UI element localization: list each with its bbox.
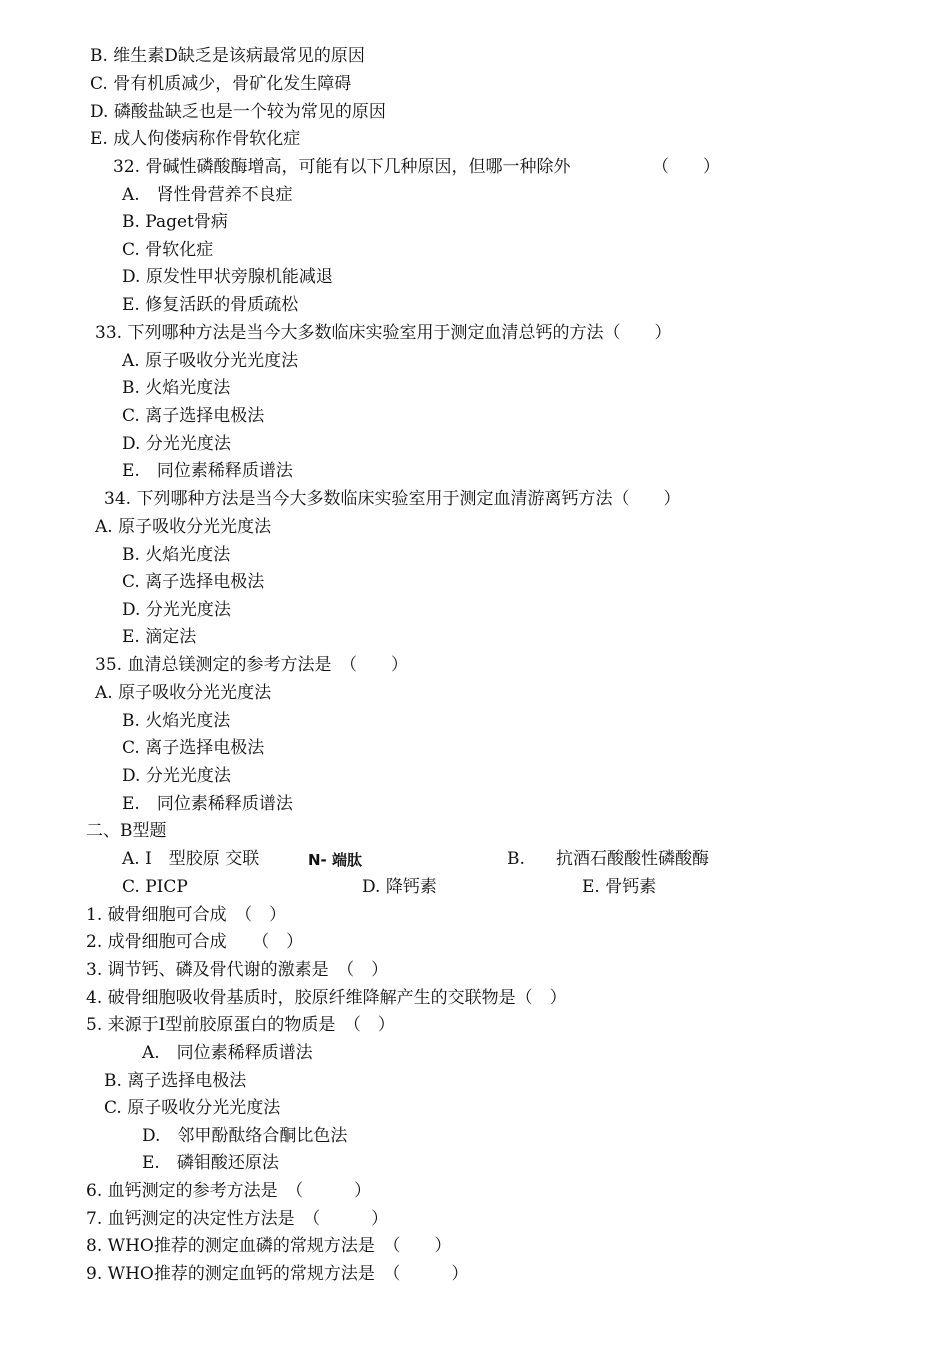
b-option-e: E. 骨钙素 [582, 877, 657, 897]
q34-option-a: A. 原子吸收分光光度法 [95, 517, 272, 537]
b-q5: 5. 来源于Ⅰ型前胶原蛋白的物质是 （ ） [86, 1015, 395, 1035]
q35-option-c: C. 离子选择电极法 [122, 738, 265, 758]
b-q9: 9. WHO推荐的测定血钙的常规方法是 （ ） [86, 1264, 469, 1284]
q35-option-b: B. 火焰光度法 [122, 711, 231, 731]
b-q2: 2. 成骨细胞可合成 （ ） [86, 932, 304, 952]
q32-option-e: E. 修复活跃的骨质疏松 [122, 295, 299, 315]
b2-option-e: E. 磷钼酸还原法 [142, 1153, 279, 1173]
q34-stem: 34. 下列哪种方法是当今大多数临床实验室用于测定血清游离钙方法（ ） [104, 489, 681, 509]
q35-option-a: A. 原子吸收分光光度法 [95, 683, 272, 703]
b-option-b: 抗酒石酸酸性磷酸酶 [556, 849, 709, 869]
q32-stem: 32. 骨碱性磷酸酶增高，可能有以下几种原因，但哪一种除外 [113, 157, 571, 177]
b-option-c: C. PICP [122, 877, 188, 897]
q31-option-b: B. 维生素D缺乏是该病最常见的原因 [90, 46, 365, 66]
q32-option-a: A. 肾性骨营养不良症 [122, 185, 293, 205]
q34-option-c: C. 离子选择电极法 [122, 572, 265, 592]
b-option-a-suffix: N- 端肽 [308, 851, 363, 869]
q31-option-d: D. 磷酸盐缺乏也是一个较为常见的原因 [90, 102, 386, 122]
section-b-heading: 二、B型题 [86, 821, 167, 841]
q34-option-e: E. 滴定法 [122, 627, 197, 647]
b-option-a: A. Ⅰ 型胶原 交联 [122, 849, 260, 869]
b-q4: 4. 破骨细胞吸收骨基质时，胶原纤维降解产生的交联物是（ ） [86, 988, 567, 1008]
q34-option-b: B. 火焰光度法 [122, 545, 231, 565]
q33-option-e: E. 同位素稀释质谱法 [122, 461, 293, 481]
q35-option-e: E. 同位素稀释质谱法 [122, 794, 293, 814]
b-q1: 1. 破骨细胞可合成 （ ） [86, 905, 287, 925]
q33-option-b: B. 火焰光度法 [122, 378, 231, 398]
q32-answer-blank: （ ） [652, 157, 720, 177]
q31-option-e: E. 成人佝偻病称作骨软化症 [90, 129, 301, 149]
q32-option-c: C. 骨软化症 [122, 240, 214, 260]
b-q7: 7. 血钙测定的决定性方法是 （ ） [86, 1209, 389, 1229]
b-q6: 6. 血钙测定的参考方法是 （ ） [86, 1181, 372, 1201]
b2-option-c: C. 原子吸收分光光度法 [104, 1098, 281, 1118]
b-q3: 3. 调节钙、磷及骨代谢的激素是 （ ） [86, 960, 389, 980]
b2-option-a: A. 同位素稀释质谱法 [142, 1043, 313, 1063]
b-option-d: D. 降钙素 [362, 877, 437, 897]
b2-option-b: B. 离子选择电极法 [104, 1071, 247, 1091]
q31-option-c: C. 骨有机质减少，骨矿化发生障碍 [90, 74, 352, 94]
b-option-b-letter: B. [507, 849, 525, 869]
q33-option-c: C. 离子选择电极法 [122, 406, 265, 426]
q34-option-d: D. 分光光度法 [122, 600, 231, 620]
q35-stem: 35. 血清总镁测定的参考方法是 （ ） [95, 655, 408, 675]
b-q8: 8. WHO推荐的测定血磷的常规方法是 （ ） [86, 1236, 452, 1256]
q32-option-d: D. 原发性甲状旁腺机能减退 [122, 267, 333, 287]
q33-stem: 33. 下列哪种方法是当今大多数临床实验室用于测定血清总钙的方法（ ） [95, 323, 672, 343]
q32-option-b: B. Paget骨病 [122, 212, 228, 232]
b2-option-d: D. 邻甲酚酞络合酮比色法 [142, 1126, 348, 1146]
q33-option-d: D. 分光光度法 [122, 434, 231, 454]
q33-option-a: A. 原子吸收分光光度法 [122, 351, 299, 371]
q35-option-d: D. 分光光度法 [122, 766, 231, 786]
